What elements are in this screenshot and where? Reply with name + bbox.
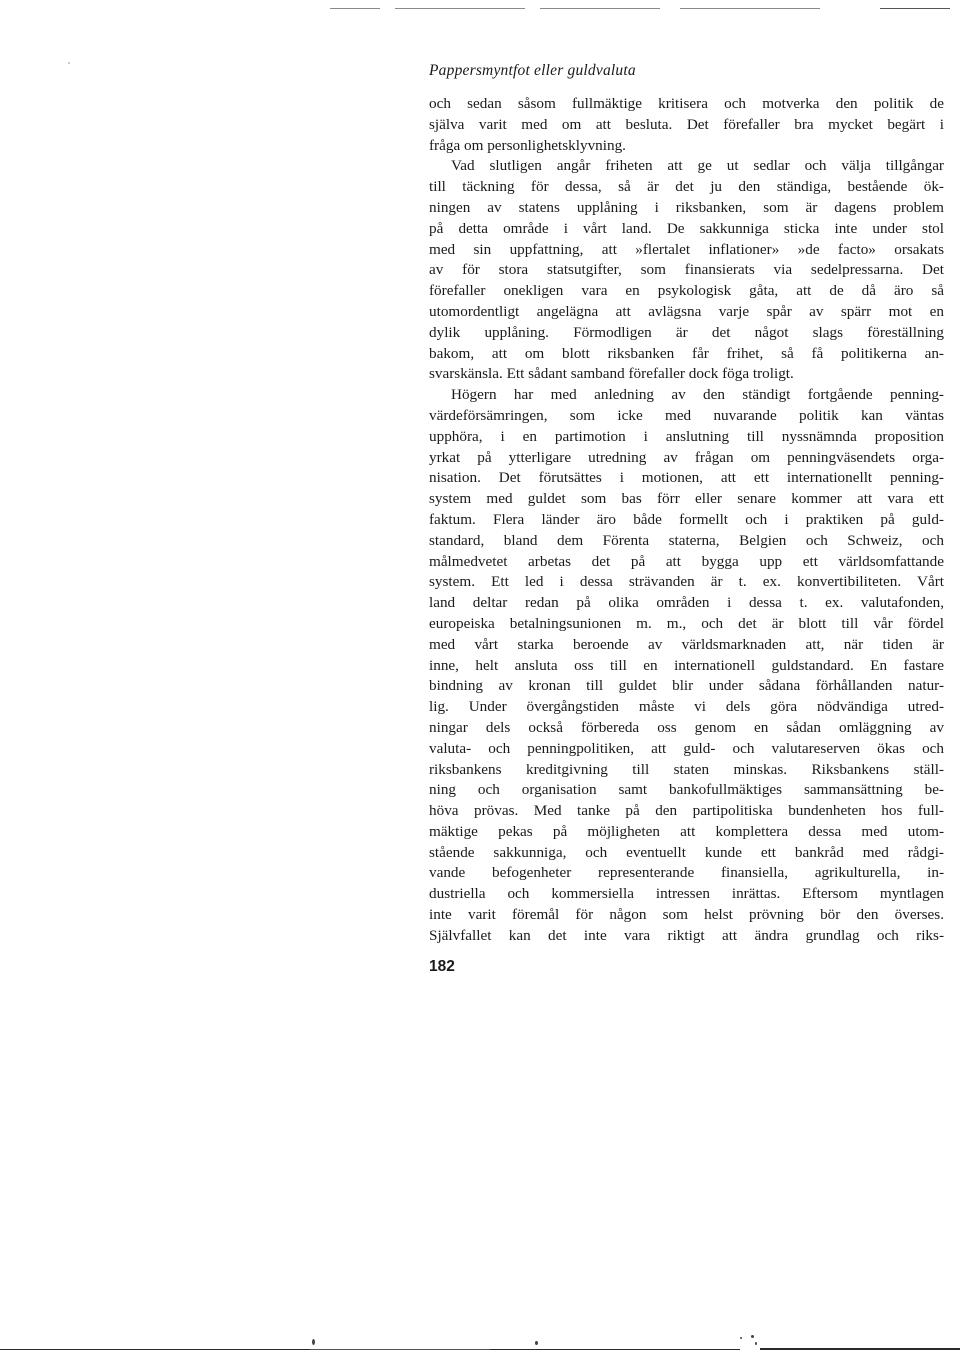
scan-speck (740, 1337, 742, 1339)
bottom-scan-edge (0, 1348, 960, 1351)
text-line: dustriella och kommersiella intressen inrättas. Eftersom myntlagen (429, 885, 944, 903)
text-line: system med guldet som bas förr eller senare kommer att vara ett (429, 490, 944, 508)
text-line: ningar dels också förbereda oss genom en sådan omläggning av (429, 718, 944, 736)
text-line: Självfallet kan det inte vara riktigt att ändra grundlag och riks- (429, 926, 944, 944)
text-line: Vad slutligen angår friheten att ge ut sedlar och välja tillgångar (451, 157, 944, 175)
scan-speck (751, 1335, 754, 1338)
text-line: yrkat på ytterligare utredning av frågan om penningväsendets orga- (429, 448, 944, 466)
text-line: målmedvetet arbetas det på att bygga upp ett världsomfattande (429, 552, 944, 570)
text-line: utomordentligt angelägna att avlägsna varje spår av spärr mot en (429, 302, 944, 320)
text-line: europeiska betalningsunionen m. m., och det är blott till vår fördel (429, 614, 944, 632)
scan-edge-segment (680, 8, 820, 9)
text-line: förefaller onekligen vara en psykologisk gåta, att de då äro så (429, 282, 944, 300)
page-number: 182 (429, 958, 455, 975)
text-line: system. Ett led i dessa strävanden är t. ex. konvertibiliteten. Vårt (429, 573, 944, 591)
text-line: lig. Under övergångstiden måste vi dels göra nödvändiga utred- (429, 698, 944, 716)
text-line: av för stora statsutgifter, som finansierats via sedelpressarna. Det (429, 261, 944, 279)
text-line: mäktige pekas på möjligheten att komplettera dessa med utom- (429, 822, 944, 840)
text-line: faktum. Flera länder äro både formellt och i praktiken på guld- (429, 510, 944, 528)
text-line: värdeförsämringen, som icke med nuvarande politik kan väntas (429, 406, 944, 424)
scan-edge-segment (310, 1349, 490, 1350)
text-line: svarskänsla. Ett sådant samband förefaller dock föga troligt. (429, 365, 794, 383)
text-line: med sin uppfattning, att »flertalet inflationer» »de facto» orsakats (429, 240, 944, 258)
scan-speck (312, 1339, 315, 1345)
text-line: valuta- och penningpolitiken, att guld- och valutareserven ökas och (429, 739, 944, 757)
text-line: själva varit med om att besluta. Det förefaller bra mycket begärt i (429, 115, 944, 133)
text-line: upphöra, i en partimotion i anslutning till nyssnämnda proposition (429, 427, 944, 445)
scan-speck (535, 1341, 538, 1345)
scan-edge-segment (540, 8, 660, 9)
text-line: land deltar redan på olika områden i dessa t. ex. valutafonden, (429, 594, 944, 612)
scan-speck (68, 62, 70, 64)
text-line: ningen av statens upplåning i riksbanken, som är dagens problem (429, 198, 944, 216)
body-text (429, 94, 944, 947)
text-line: på detta område i vårt land. De sakkunniga sticka inte under stol (429, 219, 944, 237)
running-head: Pappersmyntfot eller guldvaluta (429, 62, 636, 79)
scan-speck (755, 1342, 757, 1345)
scan-edge-segment (0, 1349, 310, 1350)
top-scan-edge (0, 8, 960, 10)
text-line: fråga om personlighetsklyvning. (429, 136, 626, 154)
text-line: inne, helt ansluta oss till en internationell guldstandard. En fastare (429, 656, 944, 674)
scan-edge-segment (490, 1349, 740, 1350)
text-line: dylik upplåning. Förmodligen är det något slags föreställning (429, 323, 944, 341)
text-line: med vårt starka beroende av världsmarknaden att, när tiden är (429, 635, 944, 653)
text-line: bakom, att om blott riksbanken får frihet, så få politikerna an- (429, 344, 944, 362)
text-line: bindning av kronan till guldet blir under sådana förhållanden natur- (429, 677, 944, 695)
text-line: nisation. Det förutsättes i motionen, att ett internationellt penning- (429, 469, 944, 487)
text-line: inte varit föremål för någon som helst prövning bör den överses. (429, 906, 944, 924)
scan-edge-segment (760, 1348, 960, 1350)
text-line: och sedan såsom fullmäktige kritisera och motverka den politik de (429, 95, 944, 112)
text-line: till täckning för dessa, så är det ju den ständiga, bestående ök- (429, 178, 944, 196)
scan-edge-segment (330, 8, 380, 9)
text-line: höva prövas. Med tanke på den partipolitiska bundenheten hos full- (429, 802, 944, 820)
scan-edge-segment (880, 8, 950, 9)
scan-edge-segment (395, 8, 525, 9)
text-line: ning och organisation samt bankofullmäktiges sammansättning be- (429, 781, 944, 799)
text-line: Högern har med anledning av den ständigt fortgående penning- (451, 386, 944, 404)
text-line: vande befogenheter representerande finansiella, agrikulturella, in- (429, 864, 944, 882)
text-line: stående sakkunniga, och eventuellt kunde ett bankråd med rådgi- (429, 843, 944, 861)
text-line: riksbankens kreditgivning till staten minskas. Riksbankens ställ- (429, 760, 944, 778)
text-line: standard, bland dem Förenta staterna, Belgien och Schweiz, och (429, 531, 944, 549)
